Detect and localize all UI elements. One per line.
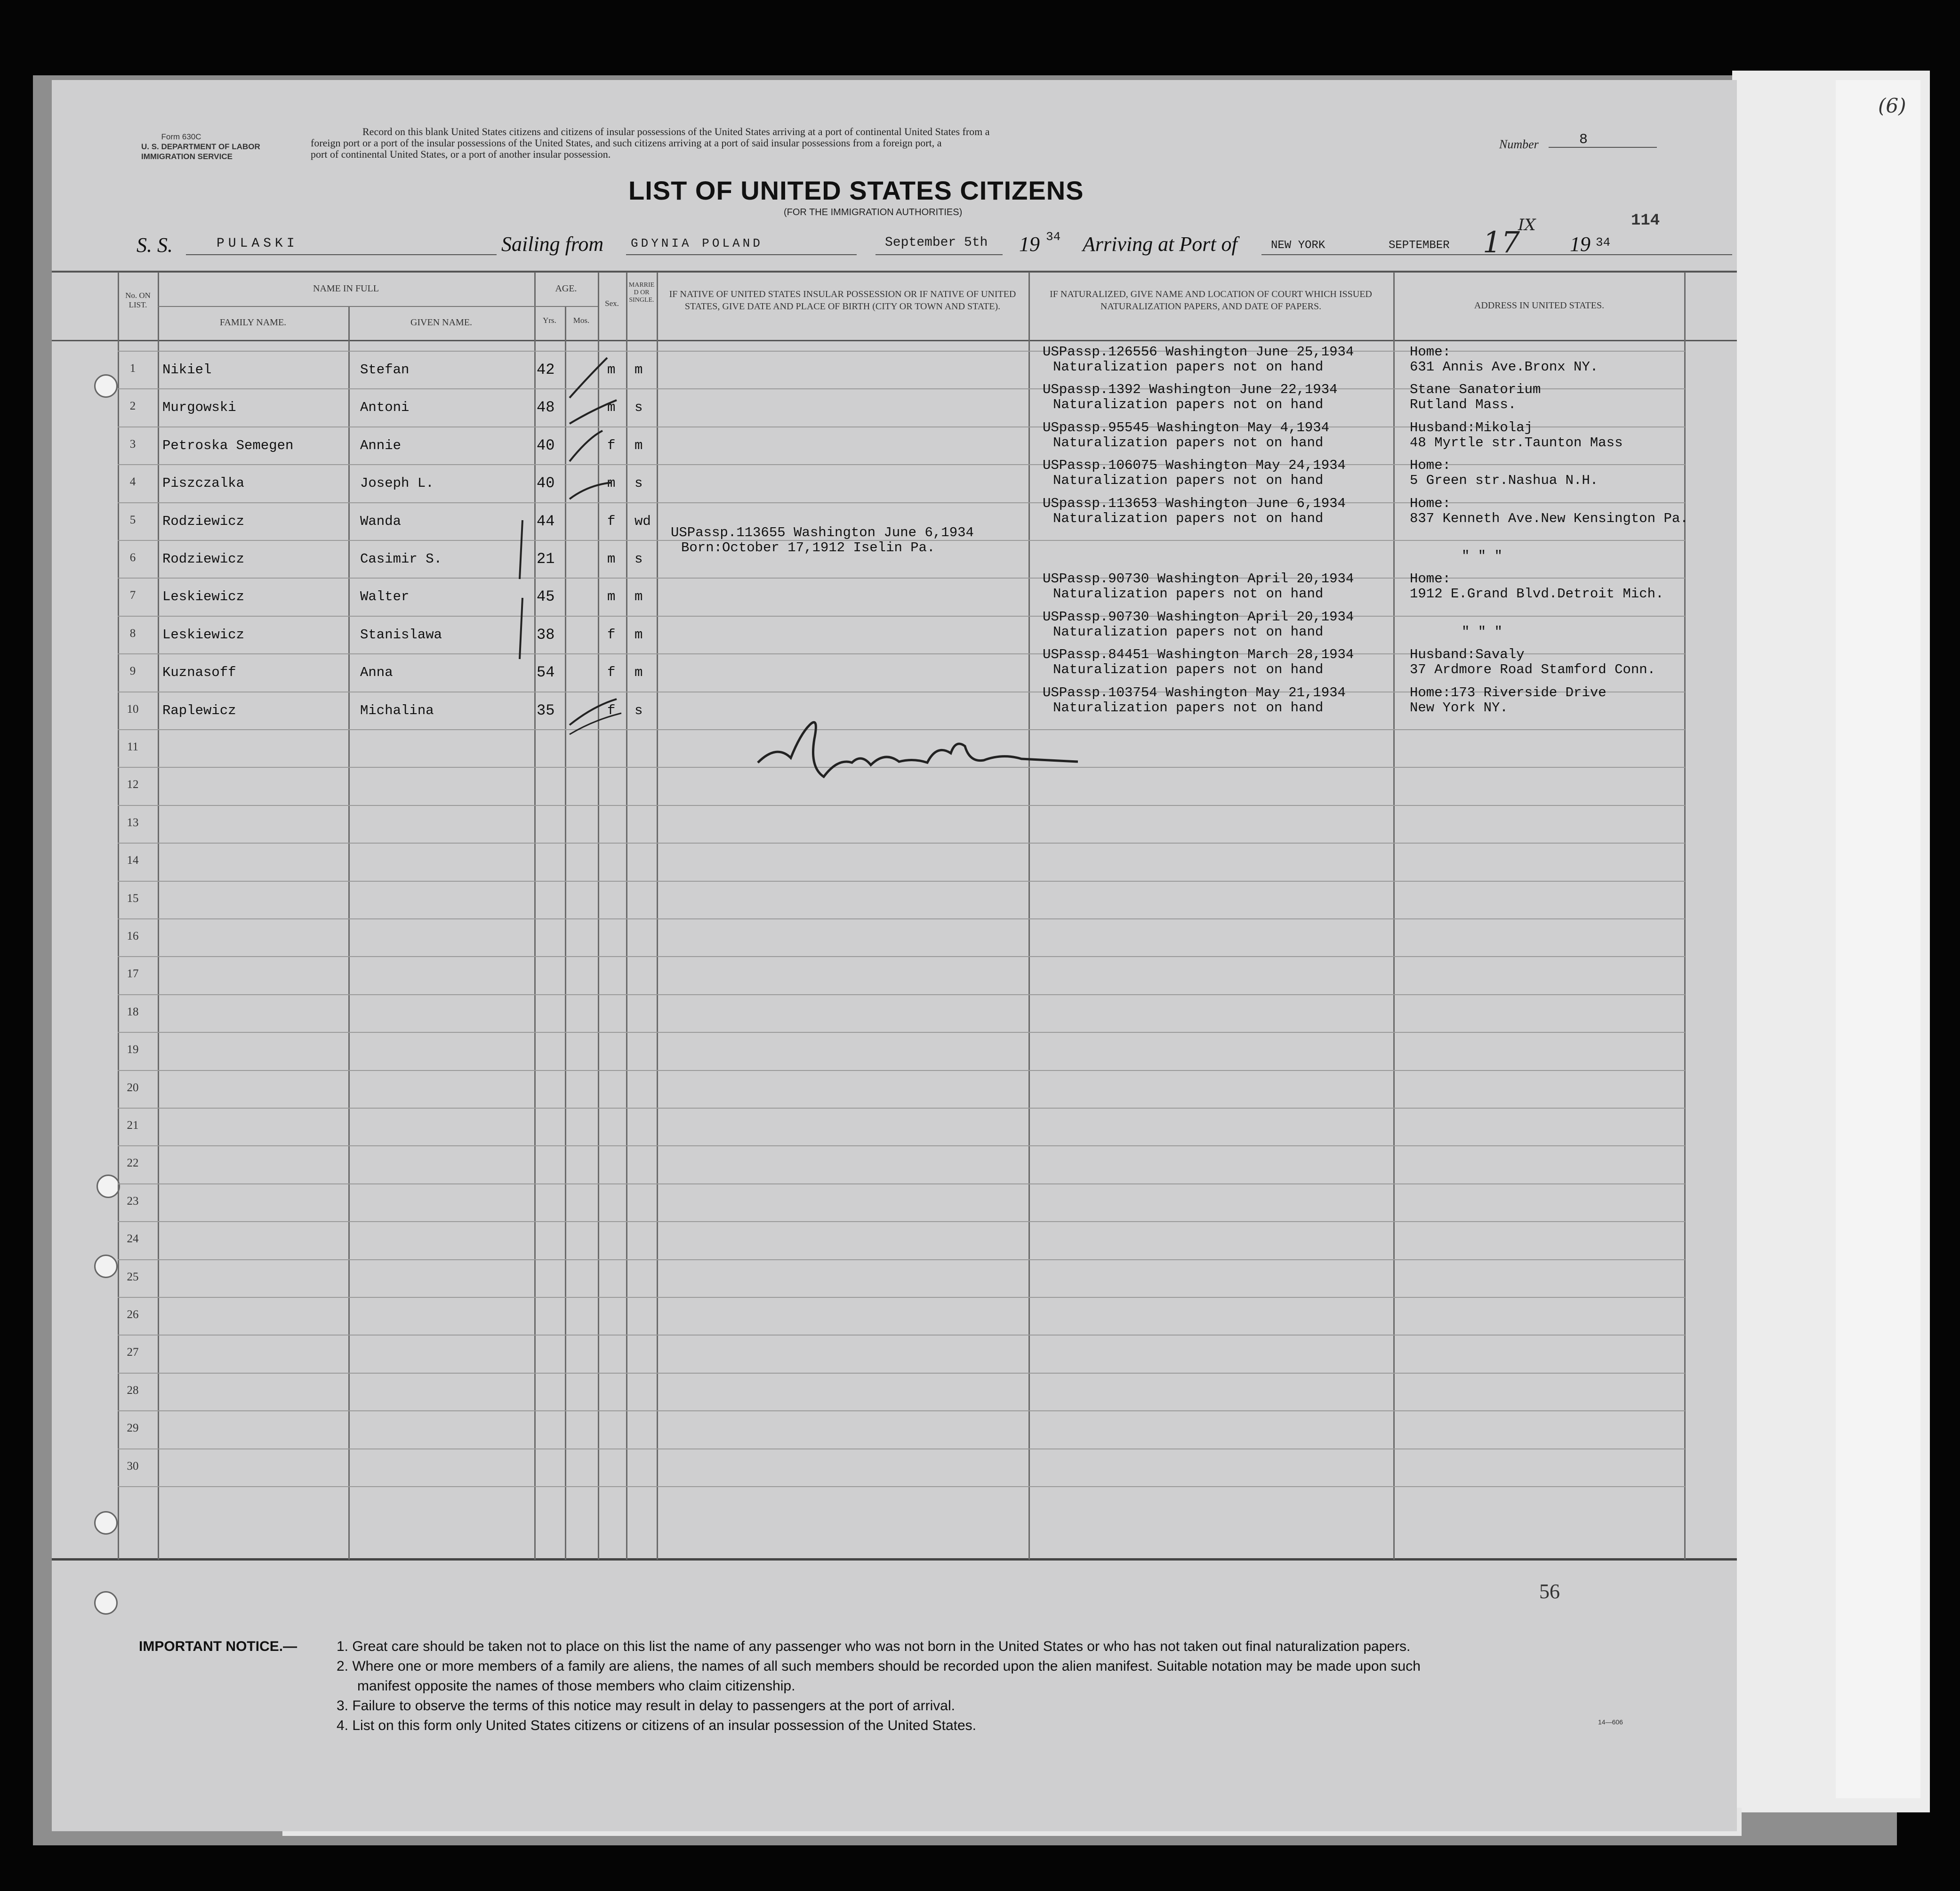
age-years: 38 xyxy=(537,626,555,644)
form-subtitle: (FOR THE IMMIGRATION AUTHORITIES) xyxy=(784,207,963,217)
row-number: 6 xyxy=(129,551,136,564)
row-number: 13 xyxy=(127,816,139,829)
address-line-1: Home: xyxy=(1410,458,1451,473)
naturalization-passport: USPassp.90730 Washington April 20,1934 xyxy=(1043,609,1354,625)
instruction-line-1: Record on this blank United States citizens and citizens of insular possessions of the United States arriving at a port of continental United States from a xyxy=(362,126,990,137)
row-rule xyxy=(118,1297,1685,1298)
given-name: Anna xyxy=(360,665,393,680)
sex: m xyxy=(607,362,616,378)
notice-item-2-continued: manifest opposite the names of those members who claim citizenship. xyxy=(357,1678,795,1694)
marital-status: s xyxy=(635,703,643,718)
ship-underline xyxy=(186,254,497,255)
corner-page-number: (6) xyxy=(1878,94,1906,117)
arriving-label: Arriving at Port of xyxy=(1083,233,1237,256)
address-line-1: Husband:Mikolaj xyxy=(1410,420,1533,435)
service-name: IMMIGRATION SERVICE xyxy=(141,152,233,161)
naturalization-papers-note: Naturalization papers not on hand xyxy=(1053,662,1324,677)
number-underline xyxy=(1549,147,1657,148)
naturalization-passport: USpassp.1392 Washington June 22,1934 xyxy=(1043,382,1338,397)
header-address: ADDRESS IN UNITED STATES. xyxy=(1474,300,1605,311)
given-name: Wanda xyxy=(360,514,402,529)
arrival-day-mark: IX xyxy=(1518,216,1536,234)
row-rule xyxy=(118,1335,1685,1336)
family-name: Raplewicz xyxy=(162,703,236,718)
age-years: 44 xyxy=(537,513,555,530)
column-divider xyxy=(1684,272,1686,1560)
naturalization-passport: USPassp.103754 Washington May 21,1934 xyxy=(1043,685,1346,700)
native-passport: USPassp.113655 Washington June 6,1934 xyxy=(671,525,974,540)
address-line-2: 48 Myrtle str.Taunton Mass xyxy=(1410,435,1623,451)
sex: f xyxy=(607,514,616,529)
row-number: 11 xyxy=(127,740,139,753)
table-top-border xyxy=(52,271,1737,273)
sex: f xyxy=(607,703,616,718)
sailing-from-label: Sailing from xyxy=(501,233,604,256)
column-divider xyxy=(348,306,350,1560)
number-label: Number xyxy=(1499,137,1539,151)
address-line-1: Home: xyxy=(1410,344,1451,360)
age-subheader-rule xyxy=(534,306,598,307)
family-name: Murgowski xyxy=(162,400,236,415)
header-naturalization: IF NATURALIZED, GIVE NAME AND LOCATION OF COURT WHICH ISSUED NATURALIZATION PAPERS, AND DATE OF PAPERS. xyxy=(1050,289,1372,312)
age-years: 40 xyxy=(537,475,555,492)
row-rule xyxy=(118,1183,1685,1184)
punch-hole xyxy=(94,374,118,398)
sailing-date: September 5th xyxy=(885,235,988,250)
given-name: Stefan xyxy=(360,362,410,378)
marital-status: m xyxy=(635,627,643,643)
row-number: 30 xyxy=(127,1460,139,1473)
address-line-2: 837 Kenneth Ave.New Kensington Pa. xyxy=(1410,511,1688,526)
family-name: Leskiewicz xyxy=(162,627,245,643)
departure-port: GDYNIA POLAND xyxy=(631,236,763,250)
sailing-date-underline xyxy=(876,254,1003,255)
row-number: 5 xyxy=(129,514,136,526)
row-rule xyxy=(118,1032,1685,1033)
row-rule xyxy=(118,1486,1685,1487)
sheet-reference: 114 xyxy=(1631,212,1660,230)
age-years: 42 xyxy=(537,361,555,378)
row-rule xyxy=(118,843,1685,844)
address-line-1: Husband:Savaly xyxy=(1410,647,1525,662)
notice-item-2: 2. Where one or more members of a family are aliens, the names of all such members should be recorded upon the alien manifest. Suitable notation may be made upon such xyxy=(337,1658,1421,1674)
row-number: 4 xyxy=(129,475,136,488)
row-number: 25 xyxy=(127,1271,139,1283)
native-birth-info: Born:October 17,1912 Iselin Pa. xyxy=(681,540,935,555)
naturalization-papers-note: Naturalization papers not on hand xyxy=(1053,435,1324,451)
header-name-in-full: NAME IN FULL xyxy=(313,283,379,294)
given-name: Michalina xyxy=(360,703,434,718)
name-subheader-rule xyxy=(158,306,534,307)
arrival-day: 17 xyxy=(1483,225,1520,259)
age-years: 48 xyxy=(537,399,555,416)
naturalization-papers-note: Naturalization papers not on hand xyxy=(1053,700,1324,716)
sex: m xyxy=(607,475,616,491)
row-rule xyxy=(118,881,1685,882)
sex: f xyxy=(607,438,616,453)
departure-underline xyxy=(626,254,857,255)
header-no-on-list: No. ON LIST. xyxy=(125,291,151,309)
handwritten-check-marks xyxy=(541,348,664,753)
notice-items xyxy=(337,1637,1421,1736)
row-number: 3 xyxy=(129,438,136,451)
address-line-1: Stane Sanatorium xyxy=(1410,382,1541,397)
row-number: 24 xyxy=(127,1232,139,1245)
notice-item-3: 3. Failure to observe the terms of this notice may result in delay to passengers at the port of arrival. xyxy=(337,1698,955,1714)
page-stamp-number: 56 xyxy=(1539,1580,1560,1603)
punch-hole xyxy=(96,1175,120,1198)
header-family-name: FAMILY NAME. xyxy=(219,317,287,328)
age-years: 40 xyxy=(537,437,555,454)
header-age-years: Yrs. xyxy=(543,316,556,325)
notice-item-1: 1. Great care should be taken not to place on this list the name of any passenger who was not born in the United States or who has not taken out final naturalization papers. xyxy=(337,1639,1411,1654)
address-line-1: Home: xyxy=(1410,496,1451,511)
header-age-months: Mos. xyxy=(573,316,590,325)
row-number: 16 xyxy=(127,930,139,942)
address-line-2: Rutland Mass. xyxy=(1410,397,1517,412)
address-line-1: Home:173 Riverside Drive xyxy=(1410,685,1607,700)
sex: f xyxy=(607,665,616,680)
ship-name: PULASKI xyxy=(217,236,298,251)
naturalization-papers-note: Naturalization papers not on hand xyxy=(1053,586,1324,602)
row-number: 2 xyxy=(129,400,136,412)
sex: m xyxy=(607,589,616,604)
marital-status: m xyxy=(635,438,643,453)
row-number: 22 xyxy=(127,1157,139,1169)
row-number: 14 xyxy=(127,854,139,867)
arrival-port: NEW YORK xyxy=(1271,239,1325,252)
marital-status: s xyxy=(635,400,643,415)
address-line-2: 631 Annis Ave.Bronx NY. xyxy=(1410,359,1599,375)
address-line-2: New York NY. xyxy=(1410,700,1508,716)
form-title: LIST OF UNITED STATES CITIZENS xyxy=(628,176,1084,205)
row-number: 8 xyxy=(129,627,136,640)
sailing-year-prefix: 19 xyxy=(1019,233,1040,256)
row-number: 21 xyxy=(127,1119,139,1132)
manifest-sheet xyxy=(52,80,1737,1831)
header-bottom-border xyxy=(52,340,1737,341)
row-number: 12 xyxy=(127,778,139,791)
marital-status: m xyxy=(635,362,643,378)
row-number: 29 xyxy=(127,1422,139,1434)
naturalization-papers-note: Naturalization papers not on hand xyxy=(1053,473,1324,488)
age-years: 54 xyxy=(537,664,555,681)
address-line-2: 37 Ardmore Road Stamford Conn. xyxy=(1410,662,1656,677)
marital-status: m xyxy=(635,665,643,680)
marital-status: m xyxy=(635,589,643,604)
sex: m xyxy=(607,551,616,567)
row-rule xyxy=(118,1070,1685,1071)
instruction-line-3: port of continental United States, or a port of another insular possession. xyxy=(311,148,611,160)
row-number: 18 xyxy=(127,1006,139,1018)
naturalization-passport: USpassp.113653 Washington June 6,1934 xyxy=(1043,496,1346,511)
given-name: Annie xyxy=(360,438,402,453)
header-married-or-single: MARRIED OR SINGLE. xyxy=(628,282,655,304)
family-name: Rodziewicz xyxy=(162,514,245,529)
row-number: 23 xyxy=(127,1195,139,1207)
family-name: Rodziewicz xyxy=(162,551,245,567)
arrival-year-prefix: 19 xyxy=(1570,233,1590,256)
row-number: 9 xyxy=(129,665,136,677)
row-rule xyxy=(118,1221,1685,1222)
row-number: 17 xyxy=(127,967,139,980)
row-rule xyxy=(118,956,1685,957)
arrival-year-suffix: 34 xyxy=(1596,235,1611,249)
row-rule xyxy=(118,1108,1685,1109)
row-rule xyxy=(118,1448,1685,1449)
adjacent-page-edge-2 xyxy=(1836,80,1920,1798)
row-rule xyxy=(118,616,1685,617)
row-number: 10 xyxy=(127,703,139,716)
naturalization-passport: USPassp.106075 Washington May 24,1934 xyxy=(1043,458,1346,473)
naturalization-passport: USPassp.90730 Washington April 20,1934 xyxy=(1043,571,1354,587)
row-number: 26 xyxy=(127,1308,139,1321)
family-name: Piszczalka xyxy=(162,475,245,491)
naturalization-papers-note: Naturalization papers not on hand xyxy=(1053,624,1324,640)
number-value: 8 xyxy=(1579,132,1588,148)
column-divider xyxy=(158,272,159,1560)
row-number: 19 xyxy=(127,1043,139,1056)
notice-label: IMPORTANT NOTICE.— xyxy=(139,1639,297,1654)
instruction-line-2: foreign port or a port of the insular possessions of the United States, and such citizens arriving at a port of said insular possessions from a foreign port, a xyxy=(311,137,942,149)
row-rule xyxy=(118,1410,1685,1411)
given-name: Antoni xyxy=(360,400,410,415)
age-years: 21 xyxy=(537,550,555,568)
header-sex: Sex. xyxy=(605,299,619,308)
row-rule xyxy=(118,918,1685,919)
form-number: Form 630C xyxy=(161,132,201,141)
column-divider xyxy=(1028,272,1030,1560)
form-code: 14—606 xyxy=(1598,1718,1623,1726)
given-name: Casimir S. xyxy=(360,551,442,567)
punch-hole xyxy=(94,1511,118,1535)
given-name: Walter xyxy=(360,589,410,604)
marital-status: wd xyxy=(635,514,651,529)
header-native-birth: IF NATIVE OF UNITED STATES INSULAR POSSESSION OR IF NATIVE OF UNITED STATES, GIVE DATE AND PLACE OF BIRTH (CITY OR TOWN AND STATE). xyxy=(669,289,1016,312)
row-number: 1 xyxy=(129,362,136,375)
department-name: U. S. DEPARTMENT OF LABOR xyxy=(141,142,260,151)
table-bottom-border xyxy=(52,1558,1737,1561)
row-number: 7 xyxy=(129,589,136,602)
punch-hole xyxy=(94,1591,118,1615)
row-number: 20 xyxy=(127,1081,139,1094)
sex: f xyxy=(607,627,616,643)
age-years: 35 xyxy=(537,702,555,719)
header-given-name: GIVEN NAME. xyxy=(410,317,473,328)
naturalization-passport: USpassp.95545 Washington May 4,1934 xyxy=(1043,420,1330,435)
family-name: Nikiel xyxy=(162,362,212,378)
address-ditto: " " " xyxy=(1462,548,1503,564)
row-rule xyxy=(118,1145,1685,1146)
notice-item-4: 4. List on this form only United States citizens or citizens of an insular possession of the United States. xyxy=(337,1718,977,1733)
naturalization-papers-note: Naturalization papers not on hand xyxy=(1053,397,1324,412)
address-ditto: " " " xyxy=(1462,624,1503,640)
row-rule xyxy=(118,805,1685,806)
family-name: Petroska Semegen xyxy=(162,438,294,453)
marital-status: s xyxy=(635,475,643,491)
ss-label: S. S. xyxy=(137,233,173,257)
naturalization-papers-note: Naturalization papers not on hand xyxy=(1053,359,1324,375)
arrival-month: SEPTEMBER xyxy=(1389,239,1450,252)
sailing-year-suffix: 34 xyxy=(1046,230,1061,244)
naturalization-passport: USPassp.126556 Washington June 25,1934 xyxy=(1043,344,1354,360)
address-line-2: 1912 E.Grand Blvd.Detroit Mich. xyxy=(1410,586,1664,602)
punch-hole xyxy=(94,1255,118,1278)
row-rule xyxy=(118,994,1685,995)
given-name: Joseph L. xyxy=(360,475,434,491)
column-divider xyxy=(118,272,119,1560)
handwritten-bracket-marks xyxy=(513,518,532,668)
family-name: Leskiewicz xyxy=(162,589,245,604)
naturalization-papers-note: Naturalization papers not on hand xyxy=(1053,511,1324,526)
row-number: 27 xyxy=(127,1346,139,1359)
column-divider xyxy=(534,272,536,1560)
header-age: AGE. xyxy=(555,283,577,294)
row-rule xyxy=(118,1373,1685,1374)
age-years: 45 xyxy=(537,588,555,605)
column-divider xyxy=(1393,272,1395,1560)
row-rule xyxy=(118,1259,1685,1260)
handwritten-signature xyxy=(748,706,1087,805)
given-name: Stanislawa xyxy=(360,627,442,643)
row-number: 28 xyxy=(127,1384,139,1397)
address-line-2: 5 Green str.Nashua N.H. xyxy=(1410,473,1599,488)
family-name: Kuznasoff xyxy=(162,665,236,680)
form-instructions xyxy=(311,126,990,160)
form-agency-block xyxy=(141,132,260,161)
naturalization-passport: USPassp.84451 Washington March 28,1934 xyxy=(1043,647,1354,662)
marital-status: s xyxy=(635,551,643,567)
row-number: 15 xyxy=(127,892,139,905)
address-line-1: Home: xyxy=(1410,571,1451,587)
sex: m xyxy=(607,400,616,415)
